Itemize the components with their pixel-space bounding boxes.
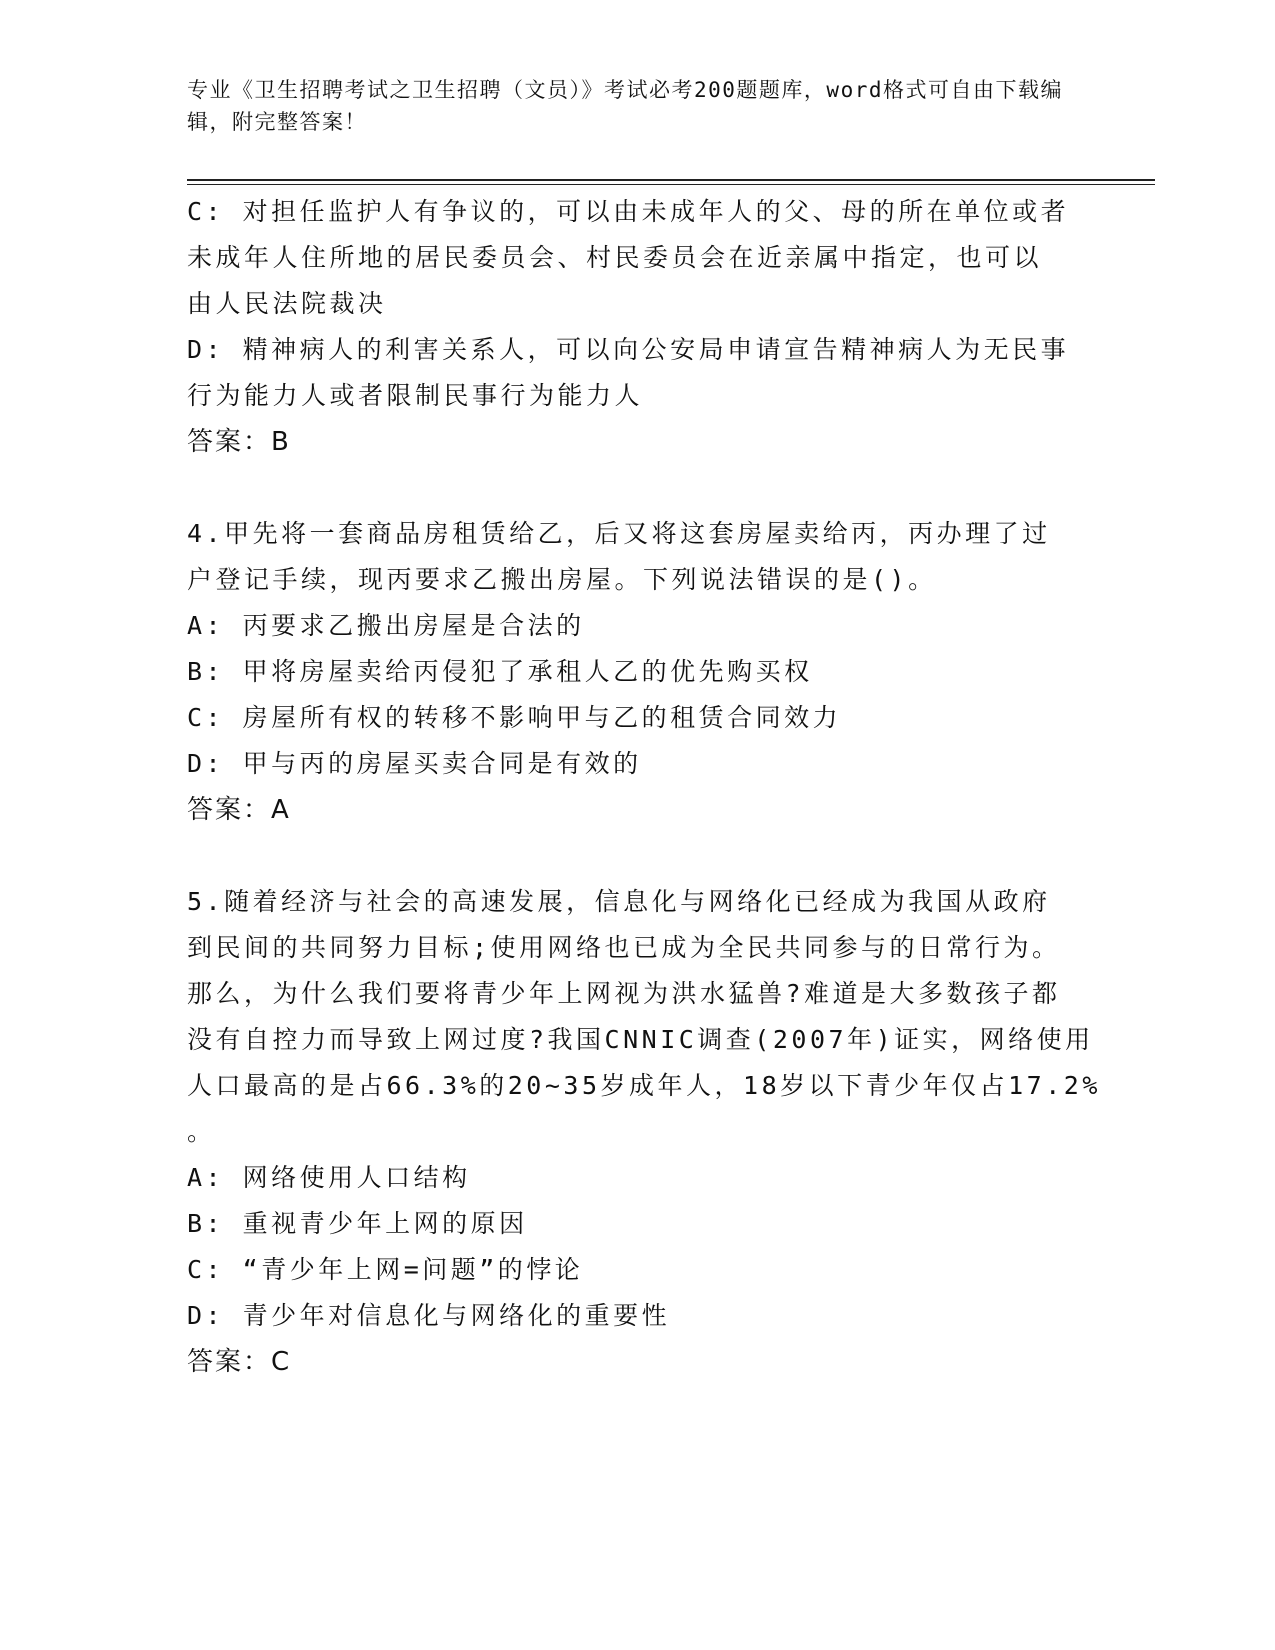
question-stem-line: 没有自控力而导致上网过度?我国CNNIC调查(2007年)证实，网络使用 <box>187 1025 1094 1054</box>
question-stem-line: 。 <box>187 1117 216 1146</box>
question-stem-line: 那么，为什么我们要将青少年上网视为洪水猛兽?难道是大多数孩子都 <box>187 979 1061 1008</box>
answer-label: 答案：B <box>187 427 291 457</box>
question-5 <box>187 879 1101 1385</box>
question-stem-line: 户登记手续，现丙要求乙搬出房屋。下列说法错误的是()。 <box>187 565 937 594</box>
answer-label: 答案：C <box>187 1347 292 1377</box>
answer-label: 答案：A <box>187 795 291 825</box>
option-d: D: 青少年对信息化与网络化的重要性 <box>187 1301 671 1330</box>
option-d-line: D: 精神病人的利害关系人，可以向公安局申请宣告精神病人为无民事 <box>187 335 1070 364</box>
question-stem-line: 到民间的共同努力目标;使用网络也已成为全民共同参与的日常行为。 <box>187 933 1061 962</box>
question-spacer <box>187 465 1087 511</box>
question-spacer <box>187 833 1087 879</box>
document-header: 专业《卫生招聘考试之卫生招聘（文员）》考试必考200题题库，word格式可自由下载编辑，附完整答案！ <box>187 78 1063 134</box>
option-d: D: 甲与丙的房屋买卖合同是有效的 <box>187 749 642 778</box>
option-c-line: 未成年人住所地的居民委员会、村民委员会在近亲属中指定，也可以 <box>187 243 1043 272</box>
option-a: A: 网络使用人口结构 <box>187 1163 471 1192</box>
question-stem-line: 4.甲先将一套商品房租赁给乙，后又将这套房屋卖给丙，丙办理了过 <box>187 519 1051 548</box>
question-3-tail <box>187 189 1087 465</box>
option-b: B: 重视青少年上网的原因 <box>187 1209 528 1238</box>
header-divider-thin <box>187 184 1155 185</box>
option-c-line: C: 对担任监护人有争议的，可以由未成年人的父、母的所在单位或者 <box>187 197 1070 226</box>
option-c: C: 房屋所有权的转移不影响甲与乙的租赁合同效力 <box>187 703 842 732</box>
question-stem-line: 5.随着经济与社会的高速发展，信息化与网络化已经成为我国从政府 <box>187 887 1051 916</box>
option-c-line: 由人民法院裁决 <box>187 289 387 318</box>
document-body <box>187 189 1101 1385</box>
option-d-line: 行为能力人或者限制民事行为能力人 <box>187 381 644 410</box>
question-stem-line: 人口最高的是占66.3%的20~35岁成年人，18岁以下青少年仅占17.2% <box>187 1071 1101 1100</box>
question-4 <box>187 511 1087 833</box>
header-divider-thick <box>187 179 1155 181</box>
option-b: B: 甲将房屋卖给丙侵犯了承租人乙的优先购买权 <box>187 657 813 686</box>
option-c: C: “青少年上网=问题”的悖论 <box>187 1255 584 1284</box>
option-a: A: 丙要求乙搬出房屋是合法的 <box>187 611 585 640</box>
